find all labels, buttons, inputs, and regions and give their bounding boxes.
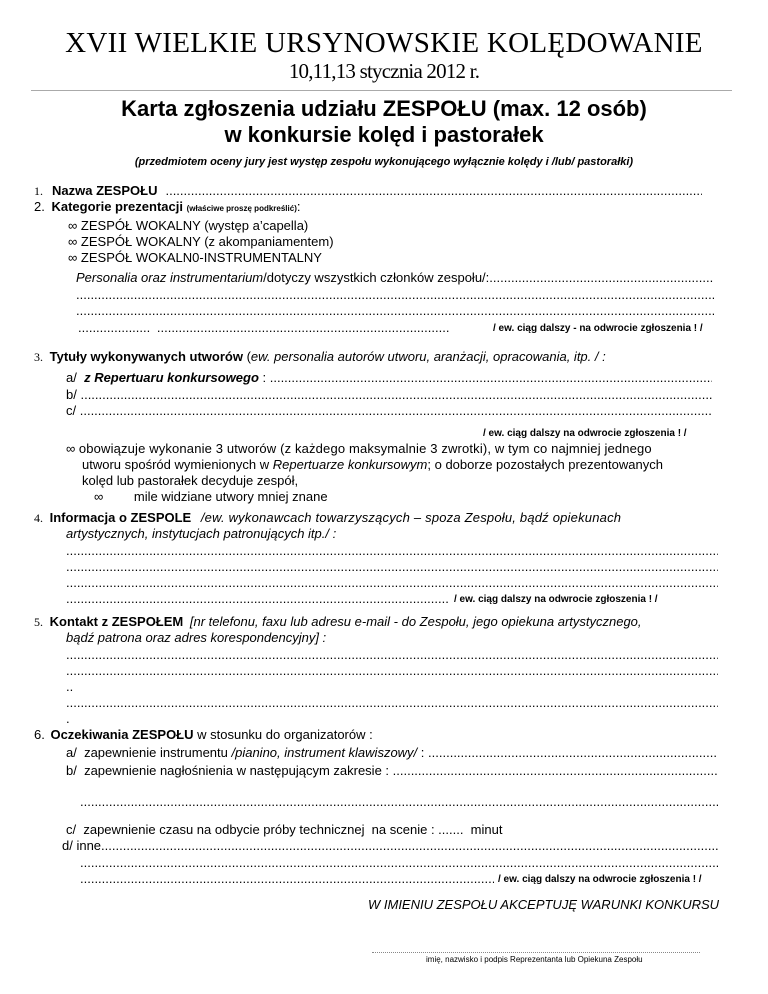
- section-1-number: 1.: [34, 184, 43, 198]
- section-3-hint-open: (: [242, 349, 251, 364]
- continuation-note: / ew. ciąg dalszy na odwrocie zgłoszenia ! /: [498, 874, 702, 885]
- personalia-hint: /dotyczy wszystkich członków zespołu/:: [263, 270, 490, 285]
- category-option-label: ZESPÓŁ WOKALN0-INSTRUMENTALNY: [80, 250, 322, 265]
- expectation-d-text: d/ inne: [62, 838, 102, 853]
- category-option[interactable]: [68, 234, 334, 250]
- rules-text: obowiązuje wykonanie 3 utworów (z każdego maksymalnie 3 zwrotki), w tym co najmniej jednego: [78, 441, 652, 456]
- section-1: [34, 183, 702, 199]
- section-5-hint-line2: bądź patrona oraz adres korespondencyjny] :: [66, 630, 327, 645]
- section-2-number: 2.: [34, 199, 45, 214]
- song-c-field[interactable]: [80, 403, 712, 419]
- infinity-bullet-icon: ∞: [68, 218, 78, 233]
- rules-line-4: [94, 489, 328, 505]
- acceptance-statement: W IMIENIU ZESPOŁU AKCEPTUJĘ WARUNKI KONKURSU: [368, 897, 720, 912]
- section-3: [34, 349, 606, 365]
- continuation-note: / ew. ciąg dalszy - na odwrocie zgłoszenia ! /: [493, 323, 703, 334]
- expectation-a-colon: :: [417, 745, 429, 760]
- sound-system-field-line[interactable]: [80, 794, 718, 810]
- song-b-line: [66, 387, 712, 403]
- expectation-d: [62, 838, 718, 854]
- personalia-field-line[interactable]: [76, 287, 714, 303]
- section-6: [34, 727, 373, 743]
- song-a-line: [66, 370, 712, 386]
- other-field[interactable]: [101, 838, 718, 854]
- team-name-field[interactable]: [165, 183, 702, 199]
- instrument-field[interactable]: [428, 745, 718, 761]
- rules-text: utworu spośród wymienionych w: [82, 457, 273, 472]
- continuation-note: / ew. ciąg dalszy na odwrocie zgłoszenia ! /: [483, 428, 687, 439]
- header-divider: [31, 90, 732, 91]
- song-c-prefix: c/: [66, 403, 80, 418]
- section-4-number: 4.: [34, 511, 43, 525]
- rules-line-1: [66, 441, 652, 457]
- category-option[interactable]: [68, 218, 308, 234]
- form-subtitle: (przedmiotem oceny jury jest występ zespołu wykonującego wyłącznie kolędy i /lub/ pastorałki): [134, 156, 634, 168]
- section-3-number: 3.: [34, 350, 43, 364]
- infinity-bullet-icon: ∞: [66, 441, 76, 456]
- expectation-b-text: b/ zapewnienie nagłośnienia w następującym zakresie :: [66, 763, 393, 778]
- other-field-line[interactable]: [80, 871, 494, 887]
- section-5-number: 5.: [34, 615, 43, 629]
- form-title-line2: w konkursie kolęd i pastorałek: [224, 122, 544, 147]
- contact-field-line[interactable]: [66, 663, 718, 679]
- rules-line-2: [82, 457, 663, 473]
- personalia-label: Personalia oraz instrumentarium: [76, 270, 264, 285]
- section-5-label: Kontakt z ZESPOŁEM: [49, 614, 184, 629]
- contact-field-tiny[interactable]: ..: [66, 679, 74, 694]
- personalia-field-line[interactable]: [76, 303, 714, 319]
- event-dates: 10,11,13 stycznia 2012 r.: [288, 59, 480, 83]
- infinity-bullet-icon: ∞: [68, 250, 78, 265]
- team-info-field-line[interactable]: [66, 559, 718, 575]
- short-dots: .................................................................................: [156, 320, 450, 335]
- rules-text: mile widziane utwory mniej znane: [133, 489, 328, 504]
- section-6-number: 6.: [34, 727, 45, 742]
- song-c-line: [66, 403, 712, 419]
- expectation-c: c/ zapewnienie czasu na odbycie próby technicznej na scenie : ....... minut: [66, 822, 503, 837]
- section-2-label: Kategorie prezentacji: [51, 199, 183, 214]
- signature-caption: imię, nazwisko i podpis Reprezentanta lub Opiekuna Zespołu: [426, 955, 643, 964]
- team-info-field-line[interactable]: [66, 591, 448, 607]
- personalia-line: [76, 270, 714, 286]
- section-6-label: Oczekiwania ZESPOŁU: [50, 727, 194, 742]
- team-info-field-line[interactable]: [66, 575, 718, 591]
- section-4: [34, 510, 718, 526]
- song-b-prefix: b/: [66, 387, 81, 402]
- continuation-note: / ew. ciąg dalszy na odwrocie zgłoszenia ! /: [454, 594, 658, 605]
- rules-text: ; o doborze pozostałych prezentowanych: [427, 457, 663, 472]
- other-field-line[interactable]: [80, 855, 718, 871]
- section-1-label: Nazwa ZESPOŁU: [52, 183, 158, 198]
- section-4-label: Informacja o ZESPOLE: [49, 510, 192, 525]
- signature-line[interactable]: [372, 952, 700, 953]
- section-2-colon: :: [296, 199, 301, 214]
- section-4-hint-line2: artystycznych, instytucjach patronujących itp./ :: [66, 526, 337, 541]
- section-5: [34, 614, 642, 630]
- form-title: Karta zgłoszenia udziału ZESPOŁU (max. 12 osób): [121, 96, 647, 121]
- expectation-b: [66, 763, 718, 779]
- category-option-label: ZESPÓŁ WOKALNY (z akompaniamentem): [80, 234, 334, 249]
- event-title: XVII WIELKIE URSYNOWSKIE KOLĘDOWANIE: [65, 27, 703, 59]
- contact-field-line[interactable]: [66, 647, 718, 663]
- contact-field-line[interactable]: [66, 695, 718, 711]
- personalia-field-last[interactable]: [78, 320, 449, 336]
- song-a-field[interactable]: [270, 370, 712, 386]
- section-2-hint: (właściwe proszę podkreślić): [186, 204, 297, 213]
- song-a-prefix: a/: [66, 370, 85, 385]
- section-2: [34, 199, 300, 217]
- category-option-label: ZESPÓŁ WOKALNY (występ a’capella): [80, 218, 309, 233]
- song-b-field[interactable]: [80, 387, 712, 403]
- rules-text-italic: Repertuarze konkursowym: [272, 457, 428, 472]
- section-3-label: Tytuły wykonywanych utworów: [49, 349, 243, 364]
- section-4-hint: /ew. wykonawcach towarzyszących – spoza Zespołu, bądź opiekunach: [200, 510, 622, 525]
- rules-line-3: kolęd lub pastorałek decyduje zespół,: [82, 473, 299, 488]
- song-a-label: z Repertuaru konkursowego: [84, 370, 259, 385]
- team-info-field-line[interactable]: [66, 543, 718, 559]
- expectation-a-hint: /pianino, instrument klawiszowy/: [231, 745, 418, 760]
- contact-field-tiny[interactable]: .: [66, 711, 70, 726]
- category-option[interactable]: [68, 250, 322, 266]
- expectation-a: [66, 745, 718, 761]
- section-5-hint: [nr telefonu, faxu lub adresu e-mail - do Zespołu, jego opiekuna artystycznego,: [189, 614, 642, 629]
- section-3-hint: ew. personalia autorów utworu, aranżacji, opracowania, itp. / :: [250, 349, 606, 364]
- infinity-bullet-icon: ∞: [94, 489, 104, 504]
- short-dots: ....................: [78, 320, 151, 335]
- personalia-field[interactable]: [489, 270, 714, 286]
- song-a-colon: :: [258, 370, 270, 385]
- expectation-a-text: a/ zapewnienie instrumentu: [66, 745, 232, 760]
- section-6-label-rest: w stosunku do organizatorów :: [193, 727, 373, 742]
- sound-system-field[interactable]: [393, 763, 718, 779]
- infinity-bullet-icon: ∞: [68, 234, 78, 249]
